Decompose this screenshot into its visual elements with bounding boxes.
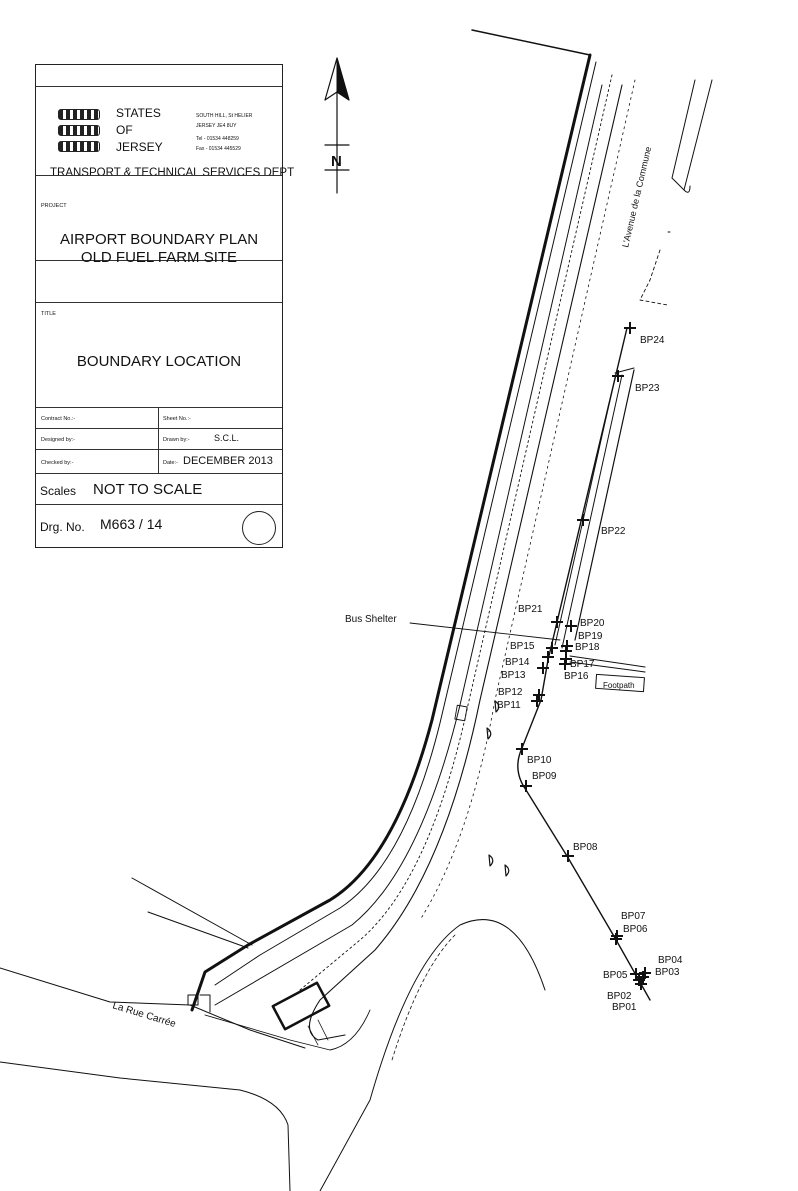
title-label: TITLE xyxy=(41,311,56,317)
date-label: Date:- xyxy=(163,460,178,466)
boundary-point-label-bp12: BP12 xyxy=(498,687,523,698)
boundary-point-label-bp13: BP13 xyxy=(501,670,526,681)
contract-label: Contract No.:- xyxy=(41,416,76,422)
project-label: PROJECT xyxy=(41,203,67,209)
boundary-point-marker-bp20 xyxy=(565,620,577,632)
designed-label: Designed by:- xyxy=(41,437,75,443)
drawn-by-value: S.C.L. xyxy=(214,433,240,443)
checked-row xyxy=(36,450,282,474)
boundary-point-label-bp23: BP23 xyxy=(635,383,660,394)
boundary-point-label-bp20: BP20 xyxy=(580,618,605,629)
boundary-point-label-bp04: BP04 xyxy=(658,955,683,966)
avenue-dashed-boundary xyxy=(640,232,670,305)
states-crest-icon xyxy=(58,109,100,120)
building-path xyxy=(308,1020,328,1045)
states-crest-icon-2 xyxy=(58,125,100,136)
north-arrow-fill xyxy=(337,58,349,100)
footpath-label: Footpath xyxy=(603,681,635,690)
avenue-road-edge-2 xyxy=(684,80,712,190)
checked-label: Checked by:- xyxy=(41,460,74,466)
department-divider xyxy=(36,175,282,176)
boundary-point-label-bp18: BP18 xyxy=(575,642,600,653)
boundary-point-marker-bp23 xyxy=(612,370,624,382)
drawing-title-panel xyxy=(36,303,282,408)
drawing-number-row xyxy=(36,505,282,549)
rue-carree-north-edge xyxy=(0,968,305,1048)
kerb-mark-4 xyxy=(505,865,509,876)
org-line-3: JERSEY xyxy=(116,140,163,154)
telephone: Tel - 01534 448259 xyxy=(196,136,239,142)
bus-shelter-label: Bus Shelter xyxy=(345,614,397,625)
contract-row xyxy=(36,408,282,429)
western-branch-line-2 xyxy=(148,912,248,948)
project-title-line-2: OLD FUEL FARM SITE xyxy=(80,249,238,266)
boundary-point-label-bp05: BP05 xyxy=(603,970,628,981)
drawn-label: Drawn by:- xyxy=(163,437,190,443)
boundary-point-label-bp16: BP16 xyxy=(564,671,589,682)
title-block-header-strip xyxy=(36,65,282,87)
north-arrow-label: N xyxy=(331,153,342,170)
date-value: DECEMBER 2013 xyxy=(183,455,273,467)
western-branch-line xyxy=(132,878,252,945)
scales-row xyxy=(36,474,282,505)
address-line-2: JERSEY JE4 8UY xyxy=(196,123,237,129)
avenue-road-edge-1 xyxy=(672,80,695,178)
road-east-edge-outer xyxy=(420,80,635,920)
project-title-line-1: AIRPORT BOUNDARY PLAN xyxy=(59,231,259,248)
avenue-island xyxy=(672,178,690,192)
boundary-point-label-bp03: BP03 xyxy=(655,967,680,978)
road-label-avenue: L'Avenue de la Commune xyxy=(620,145,654,249)
bus-shelter-leader xyxy=(410,623,560,640)
org-line-2: OF xyxy=(116,123,133,137)
rue-carree-south-edge xyxy=(0,1062,290,1191)
fax: Fax - 01534 445529 xyxy=(196,146,241,152)
boundary-point-label-bp24: BP24 xyxy=(640,335,665,346)
boundary-point-label-bp17: BP17 xyxy=(570,659,595,670)
boundary-point-label-bp10: BP10 xyxy=(527,755,552,766)
boundary-point-marker-bp07 xyxy=(611,930,623,942)
boundary-point-label-bp14: BP14 xyxy=(505,657,530,668)
scales-label: Scales xyxy=(40,484,77,498)
boundary-point-label-bp02: BP02 xyxy=(607,991,632,1002)
department-name: TRANSPORT & TECHNICAL SERVICES DEPT xyxy=(50,167,295,179)
title-block xyxy=(35,64,295,548)
address-line-1: SOUTH HILL, St HELIER xyxy=(196,113,253,119)
boundary-point-marker-bp22 xyxy=(577,514,589,526)
designed-row xyxy=(36,429,282,450)
boundary-point-label-bp09: BP09 xyxy=(532,771,557,782)
drawing-number-value: M663 / 14 xyxy=(100,516,163,532)
kerb-mark-2 xyxy=(487,728,491,739)
revision-circle xyxy=(242,511,276,545)
boundary-point-label-bp07: BP07 xyxy=(621,911,646,922)
road-east-edge xyxy=(309,85,622,1040)
scales-value: NOT TO SCALE xyxy=(93,481,203,498)
boundary-point-label-bp22: BP22 xyxy=(601,526,626,537)
states-crest-icon-3 xyxy=(58,141,100,152)
drawing-title: BOUNDARY LOCATION xyxy=(76,353,242,370)
boundary-fence-strip-2 xyxy=(562,375,622,648)
boundary-point-marker-bp10 xyxy=(516,743,528,755)
sheet-label: Sheet No.:- xyxy=(163,416,191,422)
junction-curve-dashed xyxy=(392,935,455,1060)
drawing-number-label: Drg. No. xyxy=(40,520,85,534)
project-panel xyxy=(36,197,282,303)
boundary-point-label-bp15: BP15 xyxy=(510,641,535,652)
kerb-mark-3 xyxy=(489,855,493,866)
junction-curve xyxy=(320,920,545,1191)
rue-carree-inner xyxy=(205,1010,370,1050)
org-line-1: STATES xyxy=(116,106,161,120)
boundary-point-label-bp08: BP08 xyxy=(573,842,598,853)
boundary-point-label-bp11: BP11 xyxy=(497,700,521,711)
boundary-point-label-bp01: BP01 xyxy=(612,1002,637,1013)
northern-boundary-line xyxy=(472,30,590,55)
boundary-fence-strip-1 xyxy=(555,378,615,645)
boundary-point-label-bp19: BP19 xyxy=(578,631,603,642)
boundary-point-label-bp06: BP06 xyxy=(623,924,648,935)
boundary-fence-strip-3 xyxy=(575,370,634,640)
boundary-point-label-bp21: BP21 xyxy=(518,604,543,615)
road-label-rue-carree: La Rue Carrée xyxy=(111,1000,178,1031)
